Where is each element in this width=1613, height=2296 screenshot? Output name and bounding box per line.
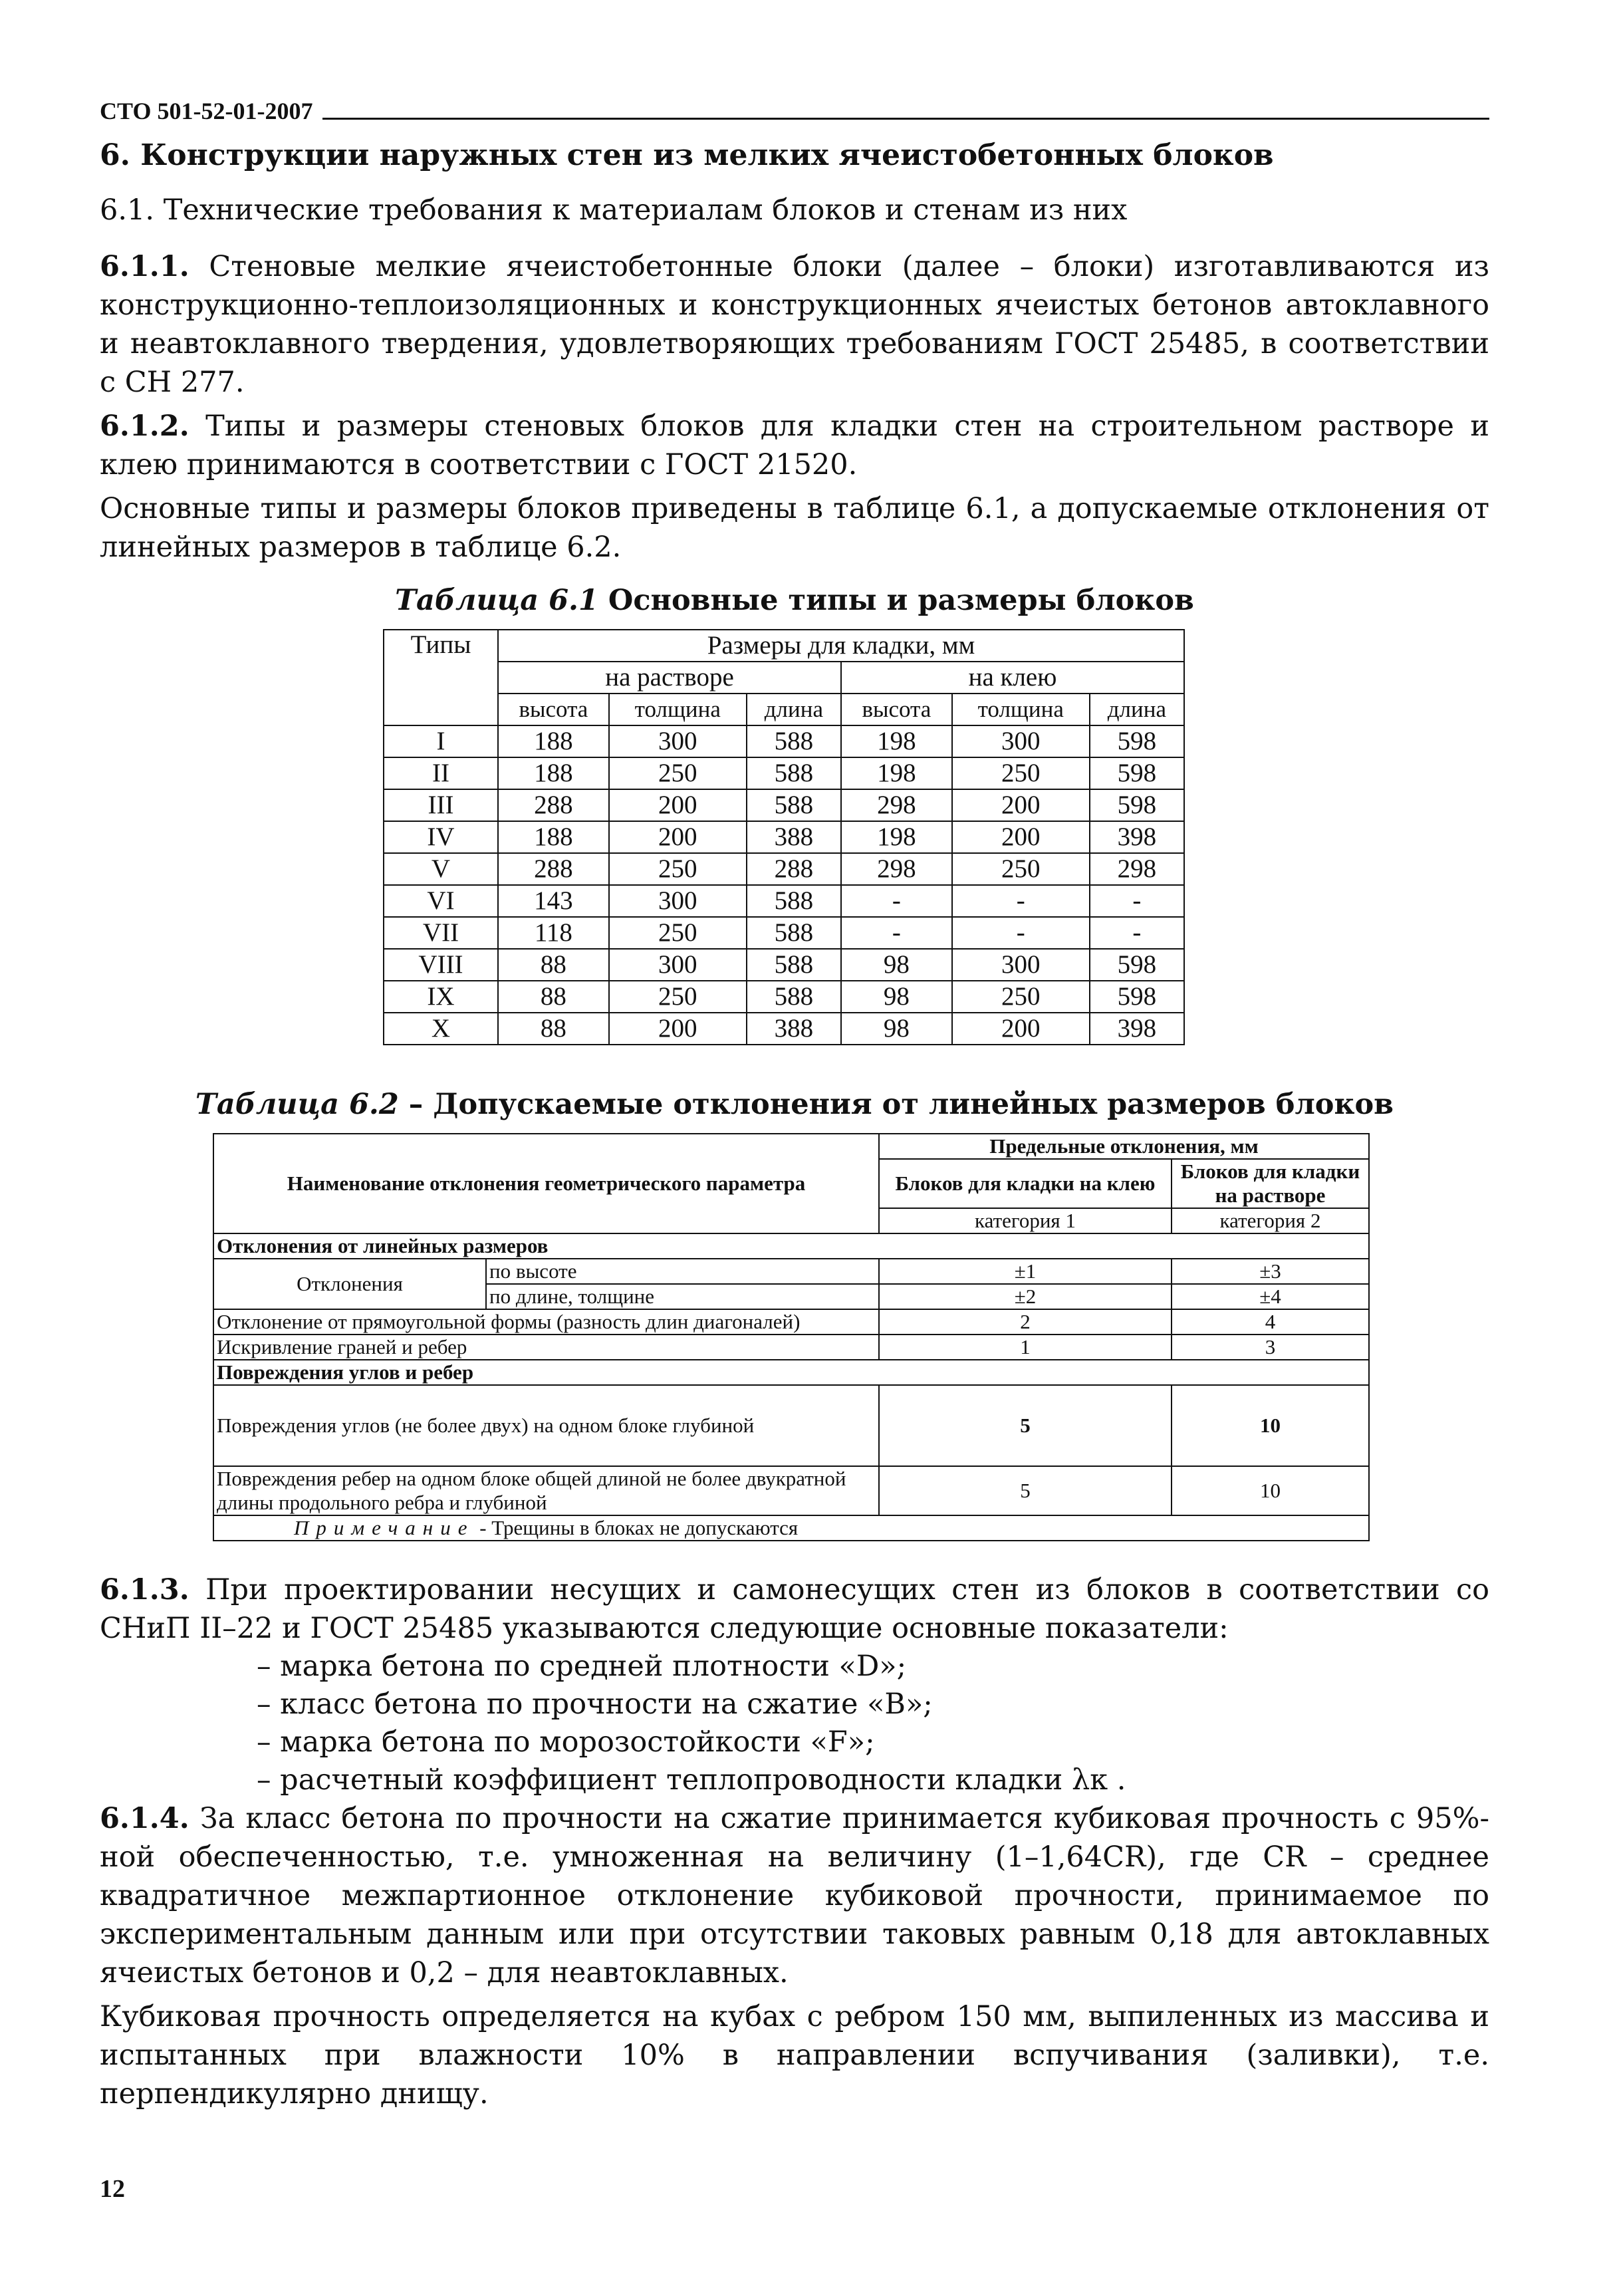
table-cell: 143 (498, 885, 609, 917)
col-header-cat1: категория 1 (879, 1208, 1172, 1233)
caption-text: Основные типы и размеры блоков (598, 584, 1194, 617)
table-6-1-caption (100, 581, 1489, 620)
table-cell: 10 (1172, 1466, 1369, 1515)
doc-code: СТО 501-52-01-2007 (100, 98, 313, 124)
table-cell: 398 (1090, 821, 1184, 853)
table-cell: 300 (609, 949, 747, 981)
paragraph-number: 6.1.2. (100, 410, 189, 443)
table-cell: Отклонение от прямоугольной формы (разность длин диагоналей) (213, 1309, 879, 1335)
table-6-2 (213, 1133, 1370, 1541)
table-row (384, 981, 1184, 1013)
table-cell: II (384, 757, 498, 789)
note-label: Примечание (294, 1516, 475, 1539)
paragraph-6-1-3 (100, 1571, 1489, 1648)
paragraph-6-1-2 (100, 407, 1489, 484)
table-cell: 250 (609, 757, 747, 789)
table-cell: 388 (747, 1013, 841, 1045)
table-cell: 588 (747, 725, 841, 757)
document-page (100, 93, 1489, 2113)
col-header-mortar: Блоков для кладки на растворе (1172, 1159, 1369, 1208)
paragraph-text: Стеновые мелкие ячеистобетонные блоки (далее – блоки) изготавливаются из конструкционно-теплоизоляционных и конструкционных ячеистых бетонов автоклавного и неавтоклавного твердения, удовлетворяющих требованиям ГОСТ 25485, в соответствии с СН 277. (100, 250, 1490, 399)
table-cell: 188 (498, 821, 609, 853)
page-number: 12 (100, 2175, 125, 2203)
table-row (384, 757, 1184, 789)
table-cell: - (952, 917, 1090, 949)
note-text: - Трещины в блоках не допускаются (474, 1516, 799, 1539)
list-item: – марка бетона по средней плотности «D»; (257, 1650, 907, 1683)
table-6-2-caption (100, 1085, 1489, 1124)
col-header-glue: Блоков для кладки на клею (879, 1159, 1172, 1208)
table-cell: 250 (952, 853, 1090, 885)
table-cell: III (384, 789, 498, 821)
table-cell: IX (384, 981, 498, 1013)
table-cell: 588 (747, 917, 841, 949)
paragraph-text: За класс бетона по прочности на сжатие принимается кубиковая прочность с 95%-ной обеспеченностью, т.е. умноженная на величину (1–1,64CR), где CR – среднее квадратичное межпартионное отклонение кубиковой прочности, принимаемое по экспериментальным данным или при отсутствии таковых равным 0,18 для автоклавных ячеистых бетонов и 0,2 – для неавтоклавных. (100, 1802, 1489, 1989)
table-cell: ±2 (879, 1284, 1172, 1309)
table-cell: VI (384, 885, 498, 917)
table-cell: 588 (747, 885, 841, 917)
col-header: высота (498, 694, 609, 725)
table-cell: 288 (747, 853, 841, 885)
table-cell: - (952, 885, 1090, 917)
col-header-types: Типы (384, 630, 498, 725)
table-cell: 88 (498, 949, 609, 981)
table-cell: по длине, толщине (486, 1284, 879, 1309)
table-cell: 588 (747, 789, 841, 821)
paragraph-tables-ref: Основные типы и размеры блоков приведены в таблице 6.1, а допускаемые отклонения от линейных размеров в таблице 6.2. (100, 492, 1489, 564)
col-header-sizes: Размеры для кладки, мм (498, 630, 1184, 662)
col-header-name: Наименование отклонения геометрического параметра (213, 1134, 879, 1233)
table-cell: 4 (1172, 1309, 1369, 1335)
table-cell: 1 (879, 1335, 1172, 1360)
table-cell: 250 (609, 981, 747, 1013)
table-cell: 298 (1090, 853, 1184, 885)
table-cell: 198 (841, 821, 952, 853)
table-row (384, 725, 1184, 757)
table-cell: 98 (841, 981, 952, 1013)
table-cell: I (384, 725, 498, 757)
col-header-limits: Предельные отклонения, мм (879, 1134, 1369, 1159)
table-row (384, 949, 1184, 981)
section-subtitle: 6.1. Технические требования к материалам блоков и стенам из них (100, 193, 1128, 227)
table-cell: 598 (1090, 789, 1184, 821)
paragraph-number: 6.1.4. (100, 1802, 189, 1835)
table-row (384, 917, 1184, 949)
table-cell: 188 (498, 757, 609, 789)
table-cell: 588 (747, 981, 841, 1013)
table-cell: - (841, 885, 952, 917)
table-cell: 250 (609, 853, 747, 885)
table-row (384, 789, 1184, 821)
table-note (213, 1515, 1369, 1541)
table-cell: 200 (609, 789, 747, 821)
list-item: – марка бетона по морозостойкости «F»; (257, 1725, 875, 1759)
table-cell: ±4 (1172, 1284, 1369, 1309)
table-row (384, 1013, 1184, 1045)
paragraph-text: При проектировании несущих и самонесущих стен из блоков в соответствии со СНиП II–22 и ГОСТ 25485 указываются следующие основные показатели: (100, 1573, 1489, 1645)
table-row (384, 853, 1184, 885)
table-cell: ±3 (1172, 1259, 1369, 1284)
paragraph-cube-strength: Кубиковая прочность определяется на кубах с ребром 150 мм, выпиленных из массива и испытанных при влажности 10% в направлении вспучивания (заливки), т.е. перпендикулярно днищу. (100, 2000, 1489, 2110)
running-header (100, 93, 1489, 125)
table-cell: 98 (841, 949, 952, 981)
header-rule (322, 118, 1489, 120)
col-header: длина (747, 694, 841, 725)
table-cell: 598 (1090, 949, 1184, 981)
paragraph-text: Типы и размеры стеновых блоков для кладки стен на строительном растворе и клею принимаются в соответствии с ГОСТ 21520. (100, 410, 1489, 481)
table-cell: 188 (498, 725, 609, 757)
col-header: толщина (952, 694, 1090, 725)
table-cell: - (1090, 885, 1184, 917)
caption-label: Таблица 6.1 (395, 584, 598, 617)
table-cell: Отклонения (213, 1259, 486, 1309)
table-cell: 10 (1172, 1385, 1369, 1466)
table-cell: 300 (609, 885, 747, 917)
section-row: Повреждения углов и ребер (213, 1360, 1369, 1385)
table-cell: X (384, 1013, 498, 1045)
table-cell: 88 (498, 1013, 609, 1045)
table-cell: - (1090, 917, 1184, 949)
table-cell: 288 (498, 853, 609, 885)
table-cell: 598 (1090, 757, 1184, 789)
table-cell: 3 (1172, 1335, 1369, 1360)
paragraph-number: 6.1.3. (100, 1573, 189, 1606)
col-header: толщина (609, 694, 747, 725)
caption-text: – Допускаемые отклонения от линейных размеров блоков (398, 1088, 1394, 1121)
col-header-mortar: на растворе (498, 662, 841, 694)
table-cell: Искривление граней и ребер (213, 1335, 879, 1360)
table-cell: 250 (609, 917, 747, 949)
table-cell: Повреждения углов (не более двух) на одном блоке глубиной (213, 1385, 879, 1466)
table-cell: 250 (952, 981, 1090, 1013)
table-cell: - (841, 917, 952, 949)
table-cell: 200 (952, 789, 1090, 821)
list-item: – расчетный коэффициент теплопроводности кладки λк . (257, 1763, 1126, 1797)
table-row (384, 885, 1184, 917)
table-cell: 200 (952, 1013, 1090, 1045)
table-cell: 98 (841, 1013, 952, 1045)
table-cell: 2 (879, 1309, 1172, 1335)
list-item: – класс бетона по прочности на сжатие «B»; (257, 1688, 933, 1721)
table-cell: 298 (841, 789, 952, 821)
table-cell: 200 (609, 1013, 747, 1045)
table-cell: V (384, 853, 498, 885)
paragraph-6-1-4 (100, 1799, 1489, 1992)
col-header-glue: на клею (841, 662, 1184, 694)
col-header-cat2: категория 2 (1172, 1208, 1369, 1233)
table-cell: 398 (1090, 1013, 1184, 1045)
table-cell: 200 (952, 821, 1090, 853)
table-cell: 598 (1090, 981, 1184, 1013)
table-cell: 250 (952, 757, 1090, 789)
table-cell: 5 (879, 1385, 1172, 1466)
col-header: высота (841, 694, 952, 725)
table-cell: 198 (841, 757, 952, 789)
table-cell: VIII (384, 949, 498, 981)
table-cell: 588 (747, 757, 841, 789)
paragraph-6-1-1 (100, 247, 1489, 402)
col-header: длина (1090, 694, 1184, 725)
table-cell: 388 (747, 821, 841, 853)
table-cell: 288 (498, 789, 609, 821)
table-cell: VII (384, 917, 498, 949)
section-row: Отклонения от линейных размеров (213, 1233, 1369, 1259)
table-cell: 5 (879, 1466, 1172, 1515)
table-cell: 200 (609, 821, 747, 853)
table-cell: 198 (841, 725, 952, 757)
table-cell: 588 (747, 949, 841, 981)
table-cell: 300 (609, 725, 747, 757)
indicator-list (100, 1648, 1489, 1799)
table-cell: 118 (498, 917, 609, 949)
table-cell: Повреждения ребер на одном блоке общей длиной не более двукратной длины продольного ребра и глубиной (213, 1466, 879, 1515)
table-cell: 88 (498, 981, 609, 1013)
table-row (384, 821, 1184, 853)
table-cell: 300 (952, 725, 1090, 757)
table-cell: ±1 (879, 1259, 1172, 1284)
caption-label: Таблица 6.2 (195, 1088, 399, 1121)
table-cell: по высоте (486, 1259, 879, 1284)
table-6-1 (383, 629, 1185, 1045)
table-cell: 298 (841, 853, 952, 885)
table-cell: IV (384, 821, 498, 853)
table-cell: 300 (952, 949, 1090, 981)
section-title: 6. Конструкции наружных стен из мелких ячеистобетонных блоков (100, 138, 1274, 172)
paragraph-number: 6.1.1. (100, 250, 189, 283)
table-cell: 598 (1090, 725, 1184, 757)
